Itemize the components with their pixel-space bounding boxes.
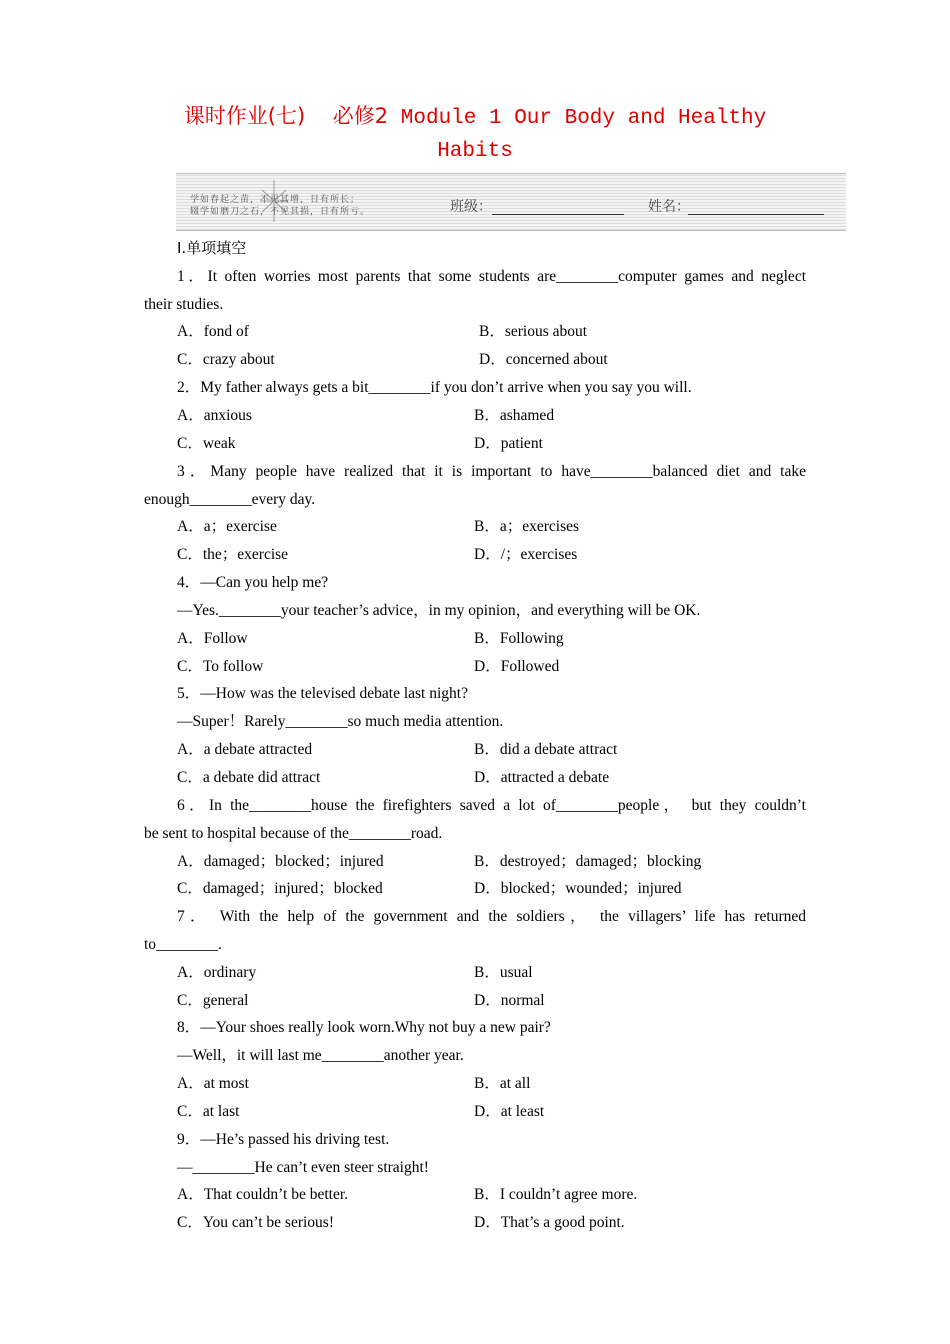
question-7-option-a[interactable]: A．ordinary (177, 964, 257, 981)
question-4-option-d[interactable]: D．Followed (474, 658, 560, 675)
question-2-option-d[interactable]: D．patient (474, 435, 543, 452)
name-label: 姓名： (648, 199, 690, 215)
question-7-stem-cont: to________. (144, 936, 222, 953)
class-label: 班级： (450, 199, 492, 215)
title-english: Module 1 Our Body and Healthy (388, 107, 767, 130)
question-2-option-c[interactable]: C．weak (177, 435, 236, 452)
question-7-option-b[interactable]: B．usual (474, 964, 533, 981)
motto-line-1: 学如春起之苗，不见其增，日有所长； (190, 195, 361, 205)
question-1-stem-cont: their studies. (144, 296, 224, 313)
document-title-line2: Habits (437, 140, 513, 163)
question-8-option-b[interactable]: B．at all (474, 1075, 531, 1092)
question-3-stem-cont: enough________every day. (144, 491, 316, 508)
question-8-stem: 8．—Your shoes really look worn.Why not buy a new pair? (177, 1019, 551, 1036)
question-2-option-a[interactable]: A．anxious (177, 407, 252, 424)
question-2-option-b[interactable]: B．ashamed (474, 407, 555, 424)
question-2-stem: 2．My father always gets a bit________if you don’t arrive when you say you will. (177, 379, 692, 396)
question-3-option-c[interactable]: C．the；exercise (177, 546, 289, 563)
question-6-stem: 6．In the________house the firefighters saved a lot of________people， but they couldn’t (177, 797, 806, 814)
question-6-stem-cont: be sent to hospital because of the________road. (144, 825, 443, 842)
title-chinese: 课时作业(七) 必修2 (183, 104, 389, 128)
question-5-stem: 5．—How was the televised debate last night? (177, 685, 468, 702)
question-4-stem: 4．—Can you help me? (177, 574, 329, 591)
question-5-option-c[interactable]: C．a debate did attract (177, 769, 321, 786)
question-5-stem-2: —Super！Rarely________so much media attention. (177, 713, 504, 730)
question-9-option-c[interactable]: C．You can’t be serious! (177, 1214, 335, 1231)
question-3-option-b[interactable]: B．a；exercises (474, 518, 580, 535)
question-1-option-a[interactable]: A．fond of (177, 323, 249, 340)
question-9-option-d[interactable]: D．That’s a good point. (474, 1214, 625, 1231)
question-5-option-d[interactable]: D．attracted a debate (474, 769, 610, 786)
question-4-option-c[interactable]: C．To follow (177, 658, 264, 675)
question-1-option-d[interactable]: D．concerned about (479, 351, 608, 368)
question-4-option-b[interactable]: B．Following (474, 630, 564, 647)
question-9-stem-2: —________He can’t even steer straight! (177, 1159, 429, 1176)
question-8-option-c[interactable]: C．at last (177, 1103, 240, 1120)
question-3-option-d[interactable]: D．/；exercises (474, 546, 578, 563)
question-7-stem: 7． With the help of the government and the soldiers， the villagers’ life has returned (177, 908, 806, 925)
question-4-stem-2: —Yes.________your teacher’s advice，in my opinion，and everything will be OK. (177, 602, 701, 619)
question-6-option-d[interactable]: D．blocked；wounded；injured (474, 880, 682, 897)
question-5-option-b[interactable]: B．did a debate attract (474, 741, 618, 758)
question-7-option-d[interactable]: D．normal (474, 992, 545, 1009)
question-1-option-c[interactable]: C．crazy about (177, 351, 275, 368)
question-5-option-a[interactable]: A．a debate attracted (177, 741, 313, 758)
motto-line-2: 辍学如磨刀之石，不见其损，日有所亏。 (190, 207, 371, 217)
question-6-option-c[interactable]: C．damaged；injured；blocked (177, 880, 383, 897)
class-field[interactable] (492, 214, 624, 215)
question-9-option-a[interactable]: A．That couldn’t be better. (177, 1186, 349, 1203)
question-9-option-b[interactable]: B．I couldn’t agree more. (474, 1186, 638, 1203)
question-8-stem-2: —Well，it will last me________another year. (177, 1047, 464, 1064)
question-9-stem: 9．—He’s passed his driving test. (177, 1131, 390, 1148)
header-banner (176, 173, 846, 231)
question-6-option-b[interactable]: B．destroyed；damaged；blocking (474, 853, 702, 870)
question-1-stem: 1．It often worries most parents that some students are________computer games and neglect (177, 268, 806, 285)
question-3-option-a[interactable]: A．a；exercise (177, 518, 277, 535)
motto (190, 194, 370, 218)
name-field[interactable] (688, 214, 824, 215)
question-3-stem: 3．Many people have realized that it is important to have________balanced diet and take (177, 463, 806, 480)
question-4-option-a[interactable]: A．Follow (177, 630, 248, 647)
section-heading: Ⅰ.单项填空 (177, 239, 247, 257)
question-8-option-d[interactable]: D．at least (474, 1103, 545, 1120)
question-7-option-c[interactable]: C．general (177, 992, 249, 1009)
question-6-option-a[interactable]: A．damaged；blocked；injured (177, 853, 384, 870)
document-title (0, 98, 950, 137)
question-8-option-a[interactable]: A．at most (177, 1075, 249, 1092)
question-1-option-b[interactable]: B．serious about (479, 323, 588, 340)
